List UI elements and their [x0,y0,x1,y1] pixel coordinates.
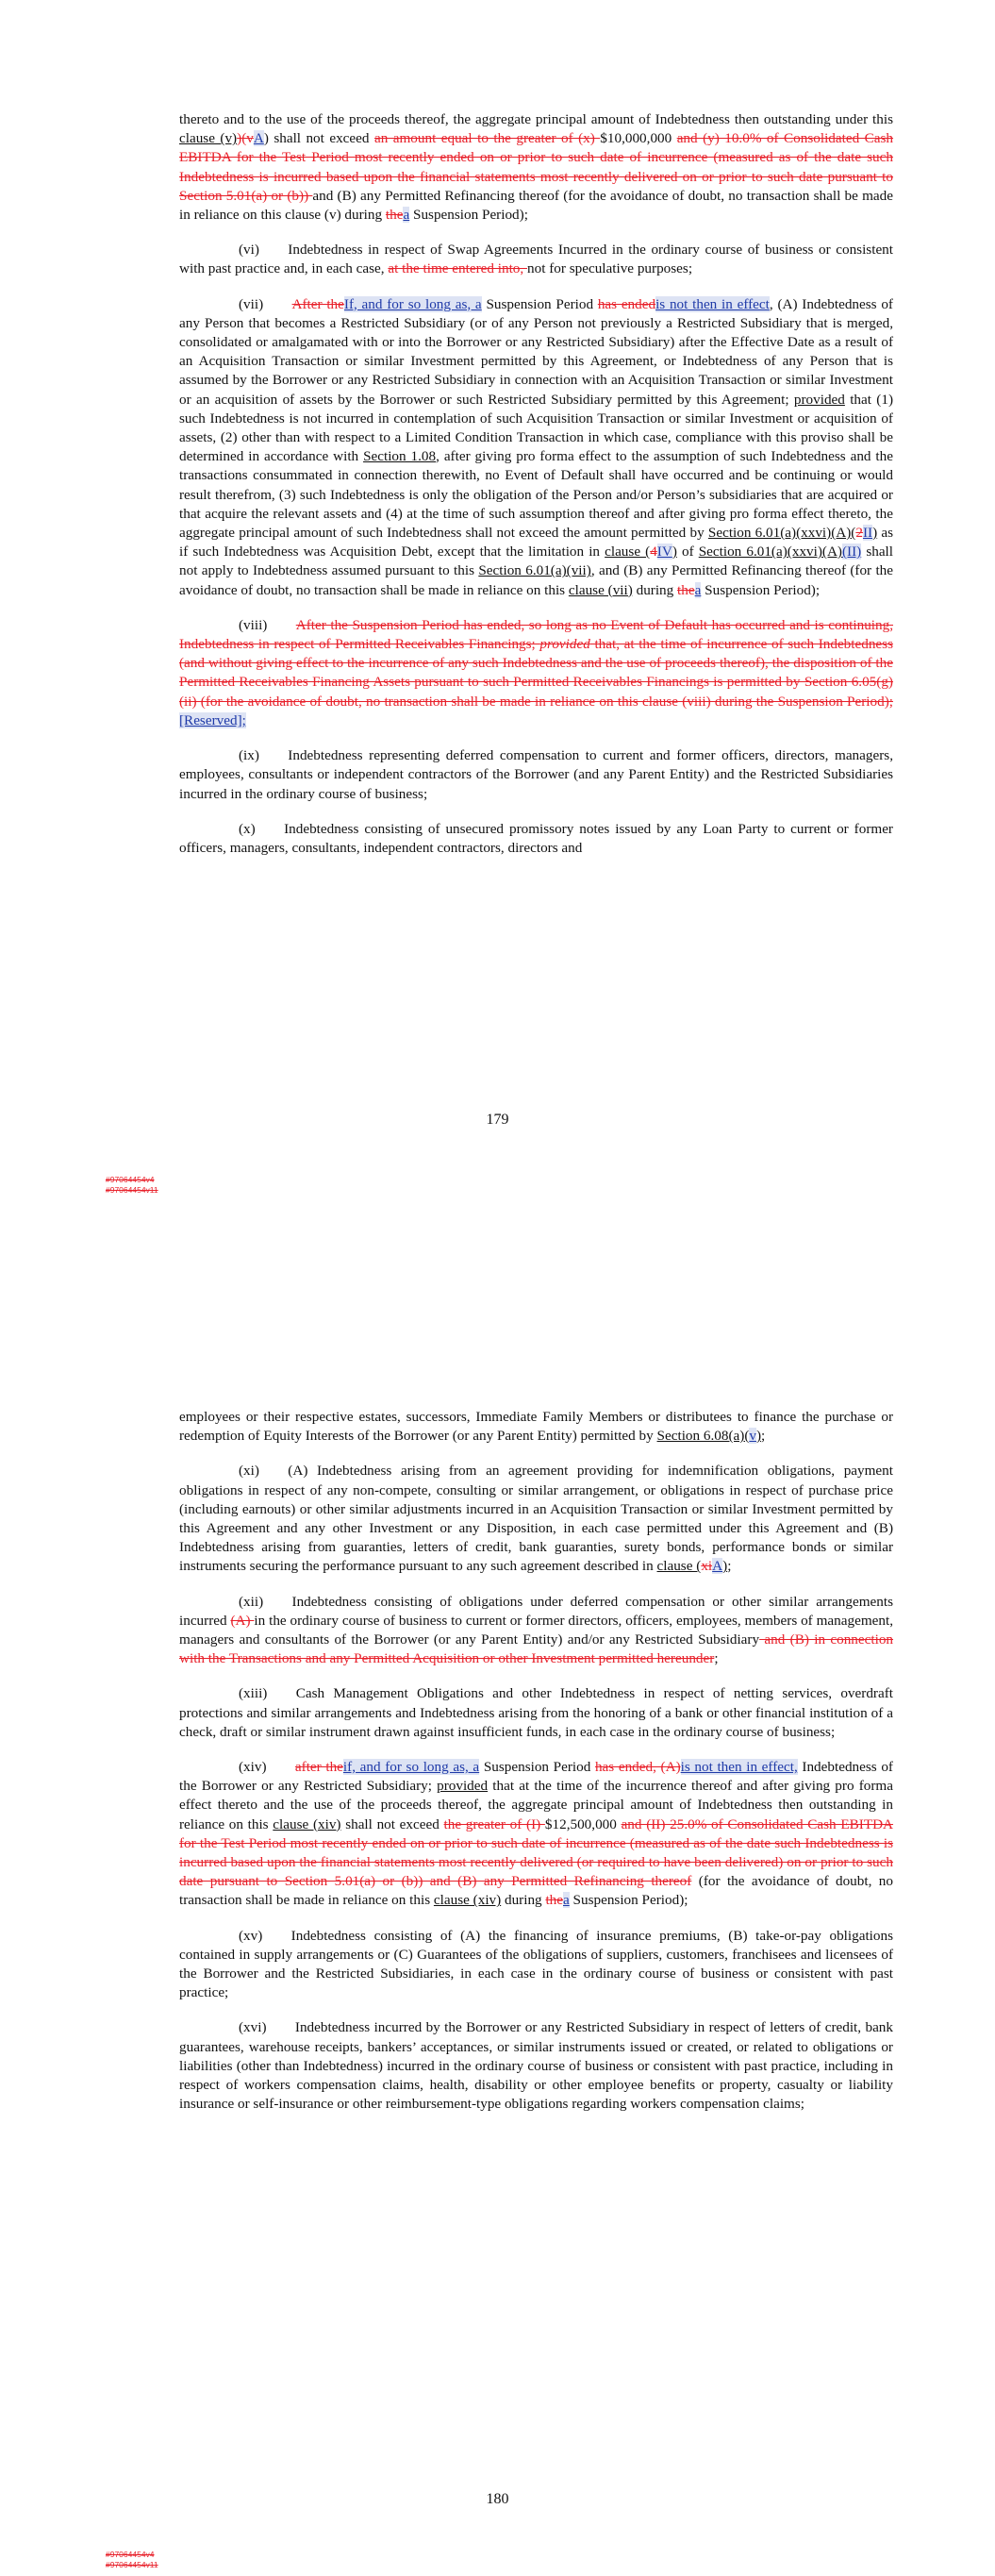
clause-viii: (viii) After the Suspension Period has ended, so long as no Event of Default has occurred and is continuing, Indebtedness in respect of Permitted Receivables Financings; provided that, at the time of incurrence of such Indebtedness (and without giving effect to the incurrence of any such Indebtedness and the use of proceeds thereof), the disposition of the Permitted Receivables Financing Assets pursuant to such Permitted Receivables Financings is permitted by Section 6.05(g)(ii) (for the avoidance of doubt, no transaction shall be made in reliance on this clause (viii) during the Suspension Period);[Reserved]; [179,616,893,728]
page-number: 179 [486,1112,509,1128]
clause-xi: (xi) (A) Indebtedness arising from an agreement providing for indemnification obligations, payment obligations in respect of any non-compete, consulting or similar arrangement, or obligations in respect of purchase price (including earnouts) or other similar adjustments incurred in an Acquisition Transaction or similar Investment permitted by this Agreement and any other Investment or any Disposition, in each case permitted under this Agreement and (B) Indebtedness arising from guaranties, letters of credit, bank guaranties, surety bonds, performance bonds or similar instruments securing the performance pursuant to any such agreement described in clause (xiA); [179,1463,893,1575]
clause-xvi: (xvi) Indebtedness incurred by the Borrower or any Restricted Subsidiary in respect of letters of credit, bank guarantees, warehouse receipts, bankers’ acceptances, or similar instruments issued or created, or related to obligations or liabilities (other than Indebtedness) incurred in the ordinary course of business or consistent with past practice, including in respect of workers compensation claims, health, disability or other employee benefits or property, casualty or liability insurance or self-insurance or other reimbursement-type obligations regarding workers compensation claims; [179,2019,893,2113]
clause-x-continuation: employees or their respective estates, successors, Immediate Family Members or distributees to finance the purchase or redemption of Equity Interests of the Borrower (or any Parent Entity) permitted by Section 6.08(a)(v); [179,1409,893,1445]
clause-ix: (ix) Indebtedness representing deferred compensation to current and former officers, directors, managers, employees, consultants or independent contractors of the Borrower (and any Parent Entity) and the Restricted Subsidiaries incurred in the ordinary course of business; [179,747,893,802]
doc-id-stamp: #97064454v4 #97064454v11 [106,2550,158,2569]
clause-x: (x) Indebtedness consisting of unsecured promissory notes issued by any Loan Party to current or former officers, managers, consultants, independent contractors, directors and [179,820,893,856]
page-180 [0,1236,995,2576]
page-body [179,110,893,874]
page-179 [0,0,995,1236]
clause-xii: (xii) Indebtedness consisting of obligations under deferred compensation or other similar arrangements incurred (A) in the ordinary course of business to current or former directors, officers, employees, members of management, managers and consultants of the Borrower (or any Parent Entity) and/or any Restricted Subsidiary and (B) in connection with the Transactions and any Permitted Acquisition or other Investment permitted hereunder; [179,1593,894,1667]
doc-id-stamp: #97064454v4 #97064454v11 [106,1175,158,1195]
page-body [179,1408,893,2131]
clause-v-continuation: thereto and to the use of the proceeds thereof, the aggregate principal amount of Indebtedness then outstanding under this clause (v))(vA) shall not exceed an amount equal to the greater of (x) $10,000,000 and (y) 10.0% of Consolidated Cash EBITDA for the Test Period most recently ended on or prior to such date of incurrence (measured as of the date such Indebtedness is incurred based upon the financial statements most recently delivered on or prior to such date pursuant to Section 5.01(a) or (b)) and (B) any Permitted Refinancing thereof (for the avoidance of doubt, no transaction shall be made in reliance on this clause (v) during thea Suspension Period); [179,111,894,224]
clause-vii: (vii) After theIf, and for so long as, a Suspension Period has endedis not then in effect, (A) Indebtedness of any Person that becomes a Restricted Subsidiary (or of any Person not previously a Restricted Subsidiary that is merged, consolidated or amalgamated with or into the Borrower or any Restricted Subsidiary) after the Effective Date as a result of an Acquisition Transaction or similar Investment permitted by this Agreement, or Indebtedness of any Person that is assumed by the Borrower or any Restricted Subsidiary in connection with an Acquisition Transaction or similar Investment or an acquisition of assets by the Borrower or such Restricted Subsidiary permitted by this Agreement; provided that (1) such Indebtedness is not incurred in contemplation of such Acquisition Transaction or similar Investment or acquisition of assets, (2) other than with respect to a Limited Condition Transaction in which case, compliance with this proviso shall be determined in accordance with Section 1.08, after giving pro forma effect to the assumption of such Indebtedness and the transactions consummated in connection therewith, no Event of Default shall have occurred and be continuing or would result therefrom, (3) such Indebtedness is only the obligation of the Person and/or Person’s subsidiaries that are acquired or that acquire the relevant assets and (4) at the time of such assumption thereof and after giving pro forma effect thereto, the aggregate principal amount of such Indebtedness shall not exceed the amount permitted by Section 6.01(a)(xxvi)(A)(2II) as if such Indebtedness was Acquisition Debt, except that the limitation in clause (4IV) of Section 6.01(a)(xxvi)(A)(II) shall not apply to Indebtedness assumed pursuant to this Section 6.01(a)(vii), and (B) any Permitted Refinancing thereof (for the avoidance of doubt, no transaction shall be made in reliance on this clause (vii) during thea Suspension Period); [179,295,894,598]
clause-vi: (vi) Indebtedness in respect of Swap Agreements Incurred in the ordinary course of business or consistent with past practice and, in each case, at the time entered into, not for speculative purposes; [179,242,893,277]
clause-xv: (xv) Indebtedness consisting of (A) the financing of insurance premiums, (B) take-or-pay obligations contained in supply arrangements or (C) Guarantees of the obligations of suppliers, customers, franchisees and licensees of the Borrower and the Restricted Subsidiaries, in each case in the ordinary course of business or consistent with past practice; [179,1927,893,2001]
clause-xiii: (xiii) Cash Management Obligations and other Indebtedness in respect of netting services, overdraft protections and similar arrangements and Indebtedness arising from the honoring of a bank or other financial institution of a check, draft or similar instrument drawn against insufficient funds, in each case in the ordinary course of business; [179,1685,893,1740]
page-number: 180 [486,2491,509,2507]
clause-xiv: (xiv) after theif, and for so long as, a Suspension Period has ended, (A)is not then in effect, Indebtedness of the Borrower or any Restricted Subsidiary; provided that at the time of the incurrence thereof and after giving pro forma effect thereto and the use of the proceeds thereof, the aggregate principal amount of Indebtedness then outstanding in reliance on this clause (xiv) shall not exceed the greater of (I) $12,500,000 and (II) 25.0% of Consolidated Cash EBITDA for the Test Period most recently ended on or prior to such date of incurrence (measured as of the date such Indebtedness is incurred based upon the financial statements most recently delivered (or required to have been delivered) on or prior to such date pursuant to Section 5.01(a) or (b)) and (B) any Permitted Refinancing thereof (for the avoidance of doubt, no transaction shall be made in reliance on this clause (xiv) during thea Suspension Period); [179,1759,894,1909]
